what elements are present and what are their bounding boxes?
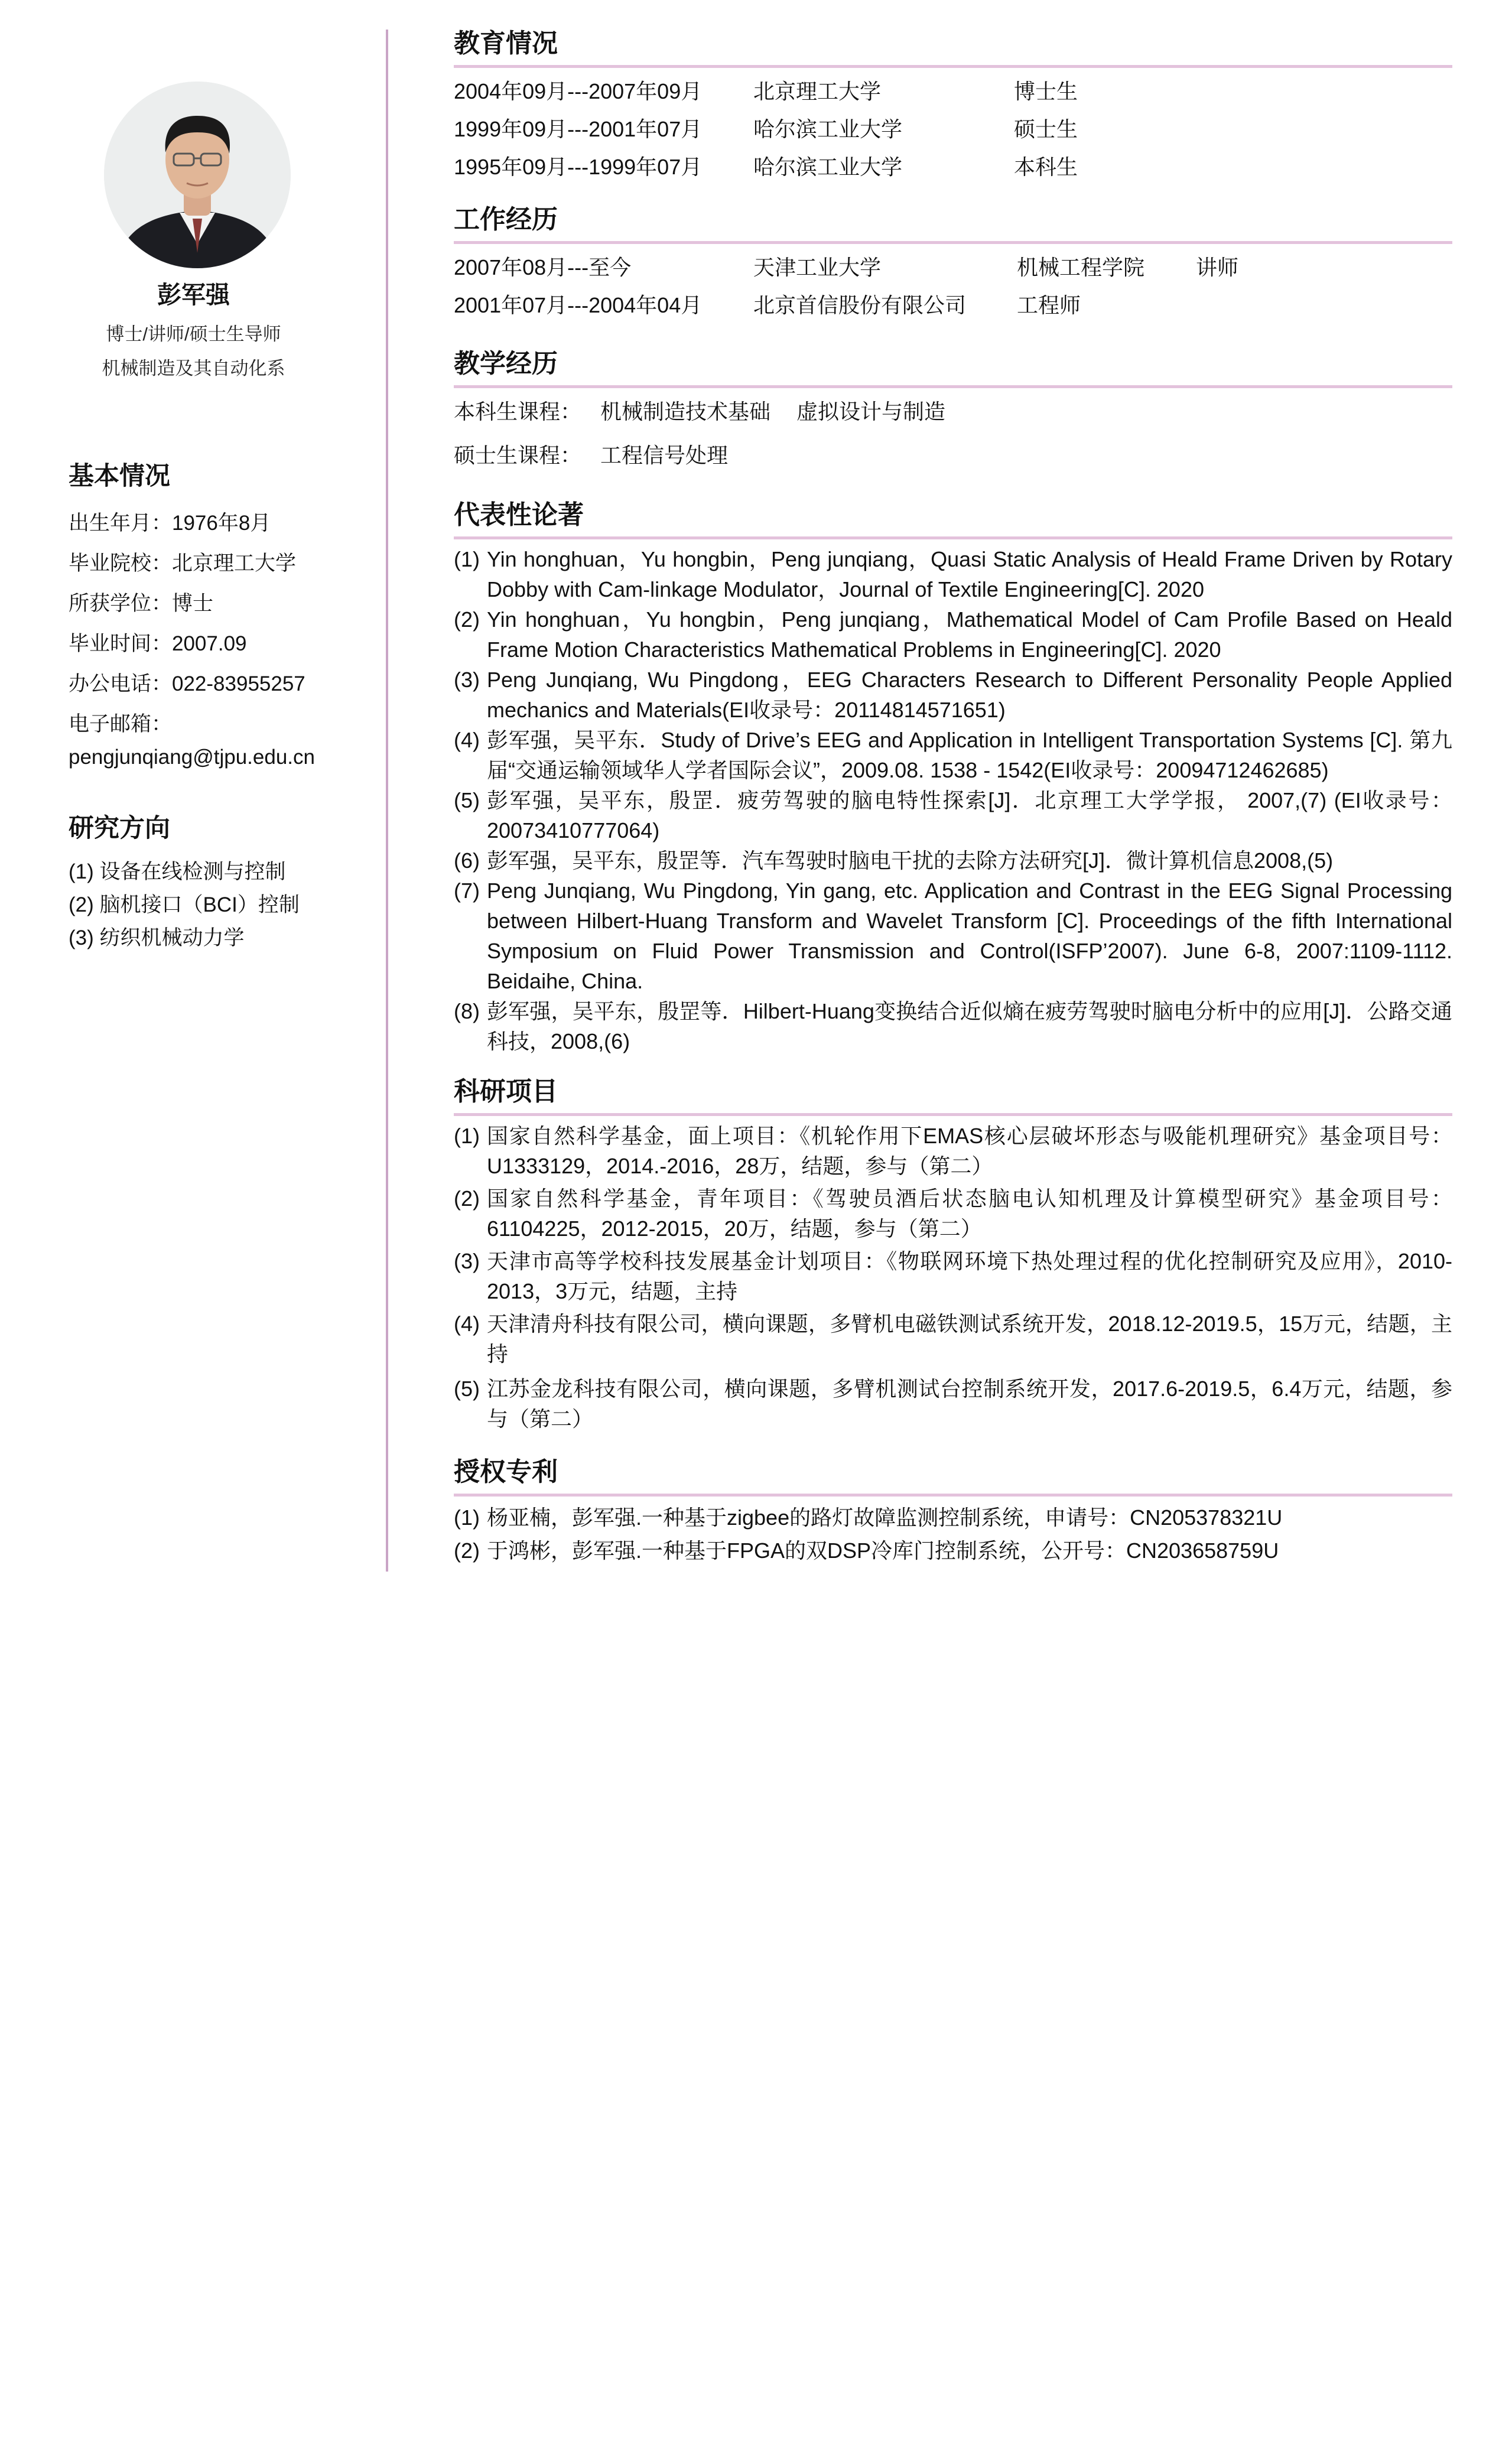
project-item: (5) 江苏金龙科技有限公司，横向课题，多臂机测试台控制系统开发，2017.6-2019.5，6.4万元，结题，参与（第二） bbox=[454, 1377, 1452, 1431]
education-section bbox=[454, 26, 1452, 186]
graduate-school: 毕业院校：北京理工大学 bbox=[69, 552, 297, 575]
email-link[interactable]: pengjunqiang@tjpu.edu.cn bbox=[69, 746, 315, 769]
position: 工程师 bbox=[1017, 293, 1081, 317]
department-line: 机械制造及其自动化系 bbox=[102, 358, 285, 379]
employer: 北京首信股份有限公司 bbox=[753, 293, 967, 317]
email-label: 电子邮箱： bbox=[69, 713, 173, 736]
projects-section bbox=[454, 1074, 1452, 1434]
teaching-heading: 教学经历 bbox=[454, 349, 558, 378]
course: 虚拟设计与制造 bbox=[796, 399, 946, 424]
projects-list bbox=[454, 1121, 1452, 1434]
research-item: (2) 脑机接口（BCI）控制 bbox=[69, 893, 300, 916]
project-item: (2) 国家自然科学基金，青年项目：《驾驶员酒后状态脑电认知机理及计算模型研究》基金项目号：61104225，2012-2015，20万，结题，参与（第二） bbox=[454, 1186, 1452, 1241]
paper-item: (8) 彭军强，吴平东，殷罡等．Hilbert-Huang变换结合近似熵在疲劳驾驶时脑电分析中的应用[J]．公路交通科技，2008,(6) bbox=[454, 999, 1452, 1053]
paper-item: (1) Yin honghuan，Yu hongbin，Peng junqiang，Quasi Static Analysis of Heald Frame Driven by Rotary Dobby with Cam-linkage Modulator，Journal of Textile Engineering[C]. 2020 bbox=[454, 547, 1452, 601]
degree: 所获学位：博士 bbox=[69, 592, 214, 615]
teaching-row bbox=[454, 437, 1452, 474]
period: 1995年09月---1999年07月 bbox=[454, 155, 703, 179]
paper-item: (6) 彭军强，吴平东，殷罡等．汽车驾驶时脑电干扰的去除方法研究[J]．微计算机信息2008,(5) bbox=[454, 848, 1334, 873]
paper-item: (4) 彭军强，吴平东．Study of Drive’s EEG and Application in Intelligent Transportation Systems [C]. 第九届“交通运输领域华人学者国际会议”，2009.08. 1538 - 1542(EI收录号：20094712462685) bbox=[454, 728, 1452, 782]
department: 机械工程学院 bbox=[1017, 255, 1145, 279]
teaching-row bbox=[454, 393, 1452, 437]
papers-section bbox=[454, 497, 1452, 1056]
research-item: (1) 设备在线检测与控制 bbox=[69, 860, 286, 883]
work-heading: 工作经历 bbox=[454, 205, 558, 234]
column-divider bbox=[386, 30, 388, 1572]
paper-item: (3) Peng Junqiang, Wu Pingdong，EEG Characters Research to Different Personality People Applied mechanics and Materials(EI收录号：20114814571651) bbox=[454, 668, 1452, 722]
basic-info-list bbox=[69, 507, 315, 774]
portrait-photo bbox=[104, 82, 291, 268]
title-line: 博士/讲师/硕士生导师 bbox=[106, 324, 281, 344]
avatar bbox=[104, 82, 291, 268]
course: 工程信号处理 bbox=[600, 443, 729, 467]
employer: 天津工业大学 bbox=[753, 255, 882, 279]
period: 2004年09月---2007年09月 bbox=[454, 79, 703, 103]
section-rule bbox=[454, 1494, 1452, 1497]
school: 哈尔滨工业大学 bbox=[753, 117, 903, 141]
section-rule bbox=[454, 241, 1452, 244]
degree: 博士生 bbox=[1014, 79, 1078, 103]
person-name: 彭军强 bbox=[157, 281, 230, 308]
work-row bbox=[454, 249, 1452, 287]
degree: 硕士生 bbox=[1014, 117, 1078, 141]
course-type: 本科生课程： bbox=[454, 399, 582, 424]
patents-section bbox=[454, 1455, 1452, 1567]
paper-item: (5) 彭军强，吴平东，殷罡．疲劳驾驶的脑电特性探索[J]．北京理工大学学报， 2007,(7) (EI收录号：20073410777064) bbox=[454, 788, 1452, 842]
patent-item: (1) 杨亚楠，彭军强.一种基于zigbee的路灯故障监测控制系统，申请号：CN205378321U bbox=[454, 1505, 1283, 1530]
period: 2001年07月---2004年04月 bbox=[454, 293, 703, 317]
basic-info-heading: 基本情况 bbox=[69, 462, 170, 490]
office-phone: 办公电话：022-83955257 bbox=[69, 672, 305, 695]
project-item: (1) 国家自然科学基金，面上项目：《机轮作用下EMAS核心层破坏形态与吸能机理研究》基金项目号：U1333129，2014.-2016，28万，结题，参与（第二） bbox=[454, 1124, 1452, 1178]
paper-item: (7) Peng Junqiang, Wu Pingdong, Yin gang, etc. Application and Contrast in the EEG Signal Processing between Hilbert-Huang Transform and Wavelet Transform [C]. Proceedings of the fifth International Symposium on Fluid Power Transmission and Control(ISFP’2007). June 6-8, 2007:1109-1112. Beidaihe, China. bbox=[454, 879, 1452, 993]
section-rule bbox=[454, 536, 1452, 539]
position: 讲师 bbox=[1196, 255, 1239, 279]
papers-list bbox=[454, 544, 1452, 1056]
work-row bbox=[454, 287, 1452, 324]
period: 2007年08月---至今 bbox=[454, 255, 632, 279]
papers-heading: 代表性论著 bbox=[454, 500, 584, 529]
degree: 本科生 bbox=[1014, 155, 1078, 179]
section-rule bbox=[454, 65, 1452, 68]
teaching-section bbox=[454, 346, 1452, 474]
education-heading: 教育情况 bbox=[454, 29, 558, 58]
birth-date: 出生年月：1976年8月 bbox=[69, 512, 271, 535]
education-row bbox=[454, 73, 1452, 110]
project-item: (4) 天津清舟科技有限公司，横向课题，多臂机电磁铁测试系统开发，2018.12-2019.5，15万元，结题，主持 bbox=[454, 1312, 1452, 1366]
projects-heading: 科研项目 bbox=[454, 1077, 558, 1106]
course-type: 硕士生课程： bbox=[454, 443, 582, 467]
patents-heading: 授权专利 bbox=[454, 1458, 558, 1486]
research-list bbox=[69, 855, 300, 955]
research-heading: 研究方向 bbox=[69, 814, 170, 842]
section-rule bbox=[454, 1113, 1452, 1116]
school: 哈尔滨工业大学 bbox=[753, 155, 903, 179]
course: 机械制造技术基础 bbox=[600, 399, 771, 424]
period: 1999年09月---2001年07月 bbox=[454, 117, 703, 141]
education-row bbox=[454, 148, 1452, 186]
graduation-time: 毕业时间：2007.09 bbox=[69, 632, 247, 655]
section-rule bbox=[454, 385, 1452, 388]
work-section bbox=[454, 202, 1452, 324]
paper-item: (2) Yin honghuan，Yu hongbin，Peng junqiang，Mathematical Model of Cam Profile Based on Heald Frame Motion Characteristics Mathematical Problems in Engineering[C]. 2020 bbox=[454, 607, 1452, 662]
sidebar bbox=[0, 0, 387, 1572]
research-item: (3) 纺织机械动力学 bbox=[69, 926, 245, 949]
education-row bbox=[454, 110, 1452, 148]
patent-item: (2) 于鸿彬，彭军强.一种基于FPGA的双DSP冷库门控制系统，公开号：CN203658759U bbox=[454, 1538, 1279, 1563]
patents-list bbox=[454, 1501, 1452, 1567]
project-item: (3) 天津市高等学校科技发展基金计划项目：《物联网环境下热处理过程的优化控制研究及应用》，2010-2013，3万元，结题，主持 bbox=[454, 1249, 1452, 1303]
school: 北京理工大学 bbox=[753, 79, 882, 103]
